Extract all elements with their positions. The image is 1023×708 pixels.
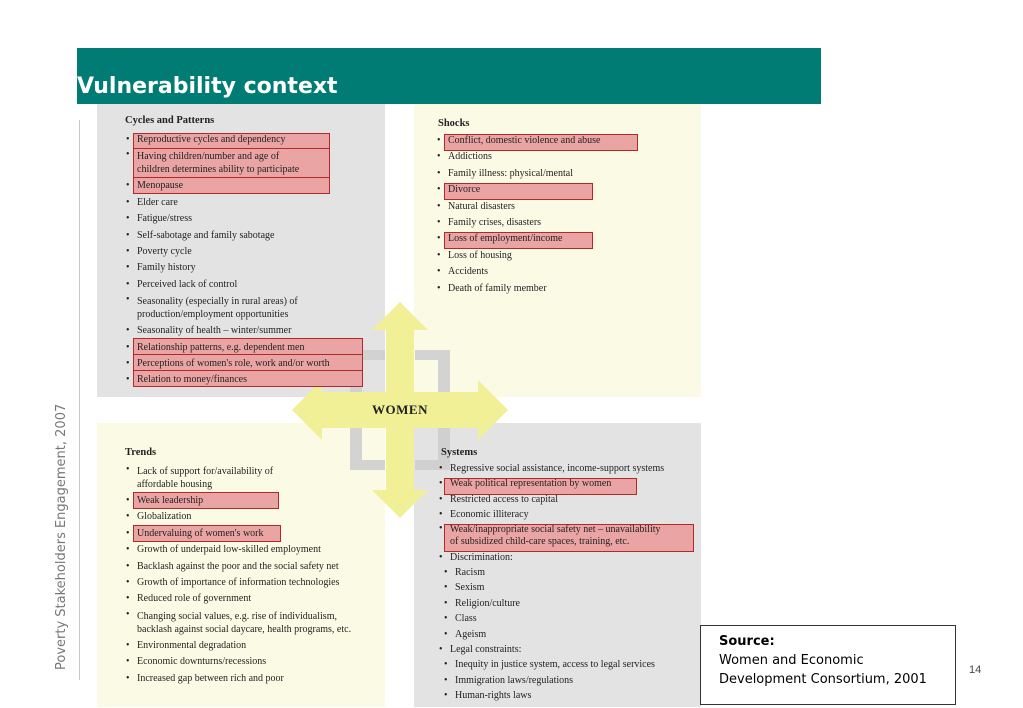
list-item: • Relationship patterns, e.g. dependent men — [124, 340, 330, 356]
list-item: • Having children/number and age of — [124, 148, 330, 163]
list-item: backlash against social daycare, health programs, etc. — [137, 623, 352, 635]
list-item: • Immigration laws/regulations — [437, 673, 664, 688]
list-item: • Accidents — [435, 264, 600, 280]
page-number: 14 — [969, 664, 982, 676]
list-item: of subsidized child-care spaces, training, etc. — [450, 535, 630, 547]
list-item: • Globalization — [124, 509, 351, 525]
systems-list — [437, 461, 664, 704]
list-item: • Legal constraints: — [437, 642, 664, 657]
list-item: • Family crises, disasters — [435, 215, 600, 231]
source-line: Development Consortium, 2001 — [719, 672, 927, 687]
list-item: • Self-sabotage and family sabotage — [124, 228, 330, 244]
center-label: WOMEN — [372, 402, 428, 417]
list-item: • Loss of employment/income — [435, 231, 600, 247]
list-item: • Divorce — [435, 182, 600, 198]
list-item: • Perceptions of women's role, work and/or worth — [124, 356, 330, 372]
list-item: • Increased gap between rich and poor — [124, 671, 351, 687]
list-item: • Seasonality of health – winter/summer — [124, 323, 330, 339]
source-box — [700, 625, 956, 705]
list-item: • Relation to money/finances — [124, 372, 330, 388]
trends-list — [124, 463, 351, 687]
list-item: • Human-rights laws — [437, 688, 664, 703]
side-rule — [79, 120, 80, 680]
list-item: • Environmental degradation — [124, 638, 351, 654]
list-item: • Seasonality (especially in rural areas) of — [124, 293, 330, 308]
list-item: • Elder care — [124, 195, 330, 211]
list-item: • Racism — [437, 565, 664, 580]
list-item: • Menopause — [124, 178, 330, 194]
list-item: • Growth of importance of information technologies — [124, 575, 351, 591]
list-item: • Growth of underpaid low-skilled employment — [124, 542, 351, 558]
cycles-list — [124, 132, 330, 389]
list-item: • Addictions — [435, 149, 600, 165]
list-item: • Religion/culture — [437, 596, 664, 611]
list-item: production/employment opportunities — [137, 309, 289, 321]
list-item: • Family illness: physical/mental — [435, 166, 600, 182]
list-item: • Backlash against the poor and the social safety net — [124, 559, 351, 575]
list-item: • Undervaluing of women's work — [124, 526, 351, 542]
list-item: • Natural disasters — [435, 199, 600, 215]
list-item: • Weak/inappropriate social safety net – unavailability — [437, 523, 664, 536]
systems-heading: Systems — [441, 447, 478, 458]
list-item: • Inequity in justice system, access to legal services — [437, 657, 664, 672]
list-item: • Ageism — [437, 627, 664, 642]
list-item: • Weak political representation by women — [437, 476, 664, 491]
list-item: • Conflict, domestic violence and abuse — [435, 133, 600, 149]
list-item: • Perceived lack of control — [124, 277, 330, 293]
list-item: • Death of family member — [435, 281, 600, 297]
list-item: • Changing social values, e.g. rise of individualism, — [124, 608, 351, 623]
source-label: Source: — [719, 634, 775, 649]
trends-heading: Trends — [125, 447, 157, 458]
list-item: • Regressive social assistance, income-support systems — [437, 461, 664, 476]
list-item: • Weak leadership — [124, 493, 351, 509]
list-item: • Loss of housing — [435, 248, 600, 264]
list-item: children determines ability to participate — [137, 164, 300, 176]
list-item: • Reproductive cycles and dependency — [124, 132, 330, 148]
list-item: • Family history — [124, 260, 330, 276]
list-item: • Discrimination: — [437, 550, 664, 565]
list-item: • Poverty cycle — [124, 244, 330, 260]
cycles-heading: Cycles and Patterns — [125, 115, 215, 126]
shocks-list — [435, 133, 600, 297]
list-item: • Lack of support for/availability of — [124, 463, 351, 478]
side-caption: Poverty Stakeholders Engagement, 2007 — [54, 403, 69, 670]
source-line: Women and Economic — [719, 653, 864, 668]
list-item: • Economic downturns/recessions — [124, 654, 351, 670]
list-item: • Restricted access to capital — [437, 492, 664, 507]
list-item: • Reduced role of government — [124, 591, 351, 607]
list-item: affordable housing — [137, 479, 213, 490]
list-item: • Fatigue/stress — [124, 211, 330, 227]
list-item: • Economic illiteracy — [437, 507, 664, 522]
list-item: • Class — [437, 611, 664, 626]
list-item: • Sexism — [437, 580, 664, 595]
shocks-heading: Shocks — [438, 118, 470, 129]
slide-title: Vulnerability context — [77, 74, 338, 99]
